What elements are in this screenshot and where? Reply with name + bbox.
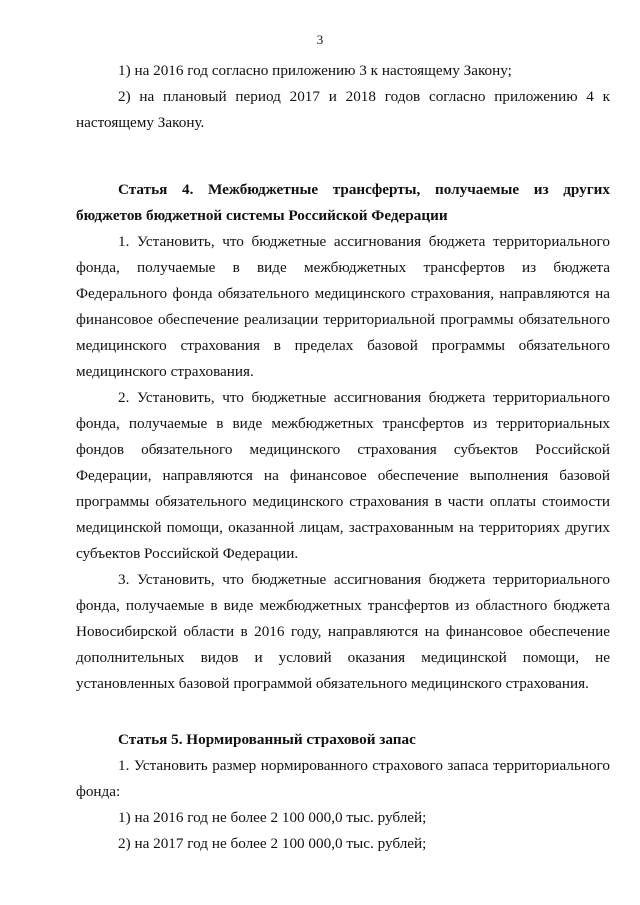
article-4-paragraph-2: 2. Установить, что бюджетные ассигнования бюджета территориального фонда, получаемые в виде межбюджетных трансфертов из территориальных фондов обязательного медицинского страхования субъектов Российской Федерации, направляются на финансовое обеспечение выполнения базовой программы обязательного медицинского страхования в части оплаты стоимости медицинской помощи, оказанной лицам, застрахованным на территориях других субъектов Российской Федерации. <box>76 389 610 562</box>
article-5-heading: Статья 5. Нормированный страховой запас <box>118 731 416 748</box>
article-4-heading: Статья 4. Межбюджетные трансферты, получаемые из других бюджетов бюджетной системы Российской Федерации <box>76 181 610 224</box>
intro-item-2: 2) на плановый период 2017 и 2018 годов согласно приложению 4 к настоящему Закону. <box>76 88 610 131</box>
article-5-item-2: 2) на 2017 год не более 2 100 000,0 тыс. рублей; <box>118 835 427 852</box>
page-content <box>76 58 610 857</box>
article-4-paragraph-3: 3. Установить, что бюджетные ассигнования бюджета территориального фонда, получаемые в виде межбюджетных трансфертов из областного бюджета Новосибирской области в 2016 году, направляются на финансовое обеспечение дополнительных видов и условий оказания медицинской помощи, не установленных базовой программой обязательного медицинского страхования. <box>76 571 610 692</box>
intro-item-1: 1) на 2016 год согласно приложению 3 к настоящему Закону; <box>118 62 512 79</box>
article-5-paragraph-1: 1. Установить размер нормированного страхового запаса территориального фонда: <box>76 757 610 800</box>
page-number: 3 <box>316 32 324 47</box>
article-5-item-1: 1) на 2016 год не более 2 100 000,0 тыс. рублей; <box>118 809 427 826</box>
article-4-paragraph-1: 1. Установить, что бюджетные ассигнования бюджета территориального фонда, получаемые в виде межбюджетных трансфертов из бюджета Федерального фонда обязательного медицинского страхования, направляются на финансовое обеспечение реализации территориальной программы обязательного медицинского страхования в пределах базовой программы обязательного медицинского страхования. <box>76 233 610 380</box>
